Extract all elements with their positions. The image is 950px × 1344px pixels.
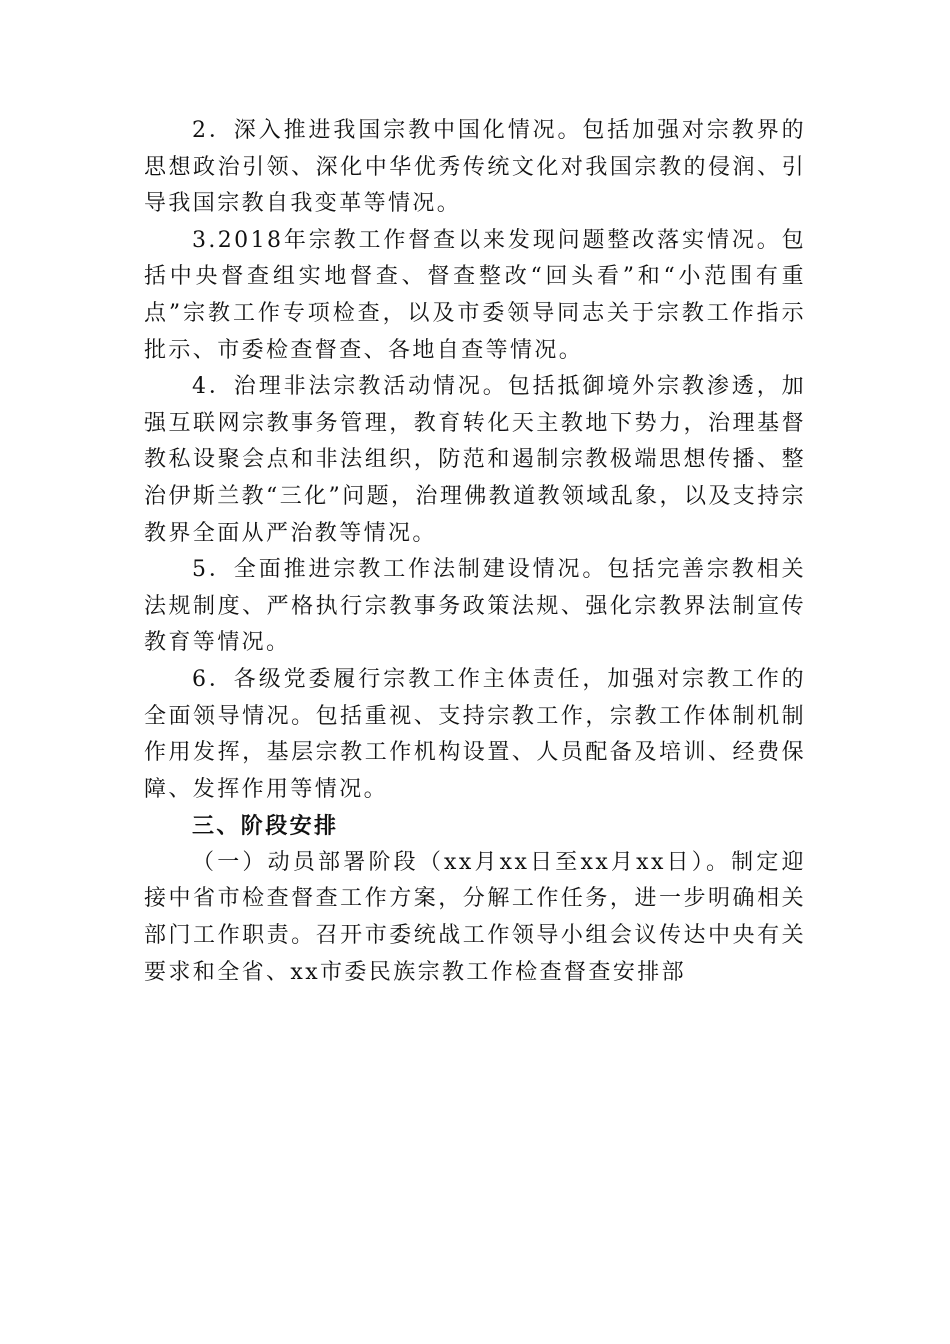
stage-paragraph: （一）动员部署阶段（xx月xx日至xx月xx日）。制定迎接中省市检查督查工作方案，分解工作任务，进一步明确相关部门工作职责。召开市委统战工作领导小组会议传达中央有关要求和全省、xx市委民族宗教工作检查督查安排部 bbox=[144, 849, 806, 985]
section-heading: 三、阶段安排 bbox=[192, 813, 339, 840]
paragraph-item-3: 3.2018年宗教工作督查以来发现问题整改落实情况。包括中央督查组实地督查、督查整改“回头看”和“小范围有重点”宗教工作专项检查，以及市委领导同志关于宗教工作指示批示、市委检查督查、各地自查等情况。 bbox=[144, 227, 806, 363]
document-body bbox=[144, 113, 806, 991]
paragraph-item-2: 2．深入推进我国宗教中国化情况。包括加强对宗教界的思想政治引领、深化中华优秀传统文化对我国宗教的侵润、引导我国宗教自我变革等情况。 bbox=[144, 118, 806, 217]
paragraph-item-4: 4．治理非法宗教活动情况。包括抵御境外宗教渗透，加强互联网宗教事务管理，教育转化天主教地下势力，治理基督教私设聚会点和非法组织，防范和遏制宗教极端思想传播、整治伊斯兰教“三化”问题，治理佛教道教领域乱象，以及支持宗教界全面从严治教等情况。 bbox=[144, 374, 806, 546]
paragraph-item-5: 5．全面推进宗教工作法制建设情况。包括完善宗教相关法规制度、严格执行宗教事务政策法规、强化宗教界法制宣传教育等情况。 bbox=[144, 557, 806, 656]
paragraph-item-6: 6．各级党委履行宗教工作主体责任，加强对宗教工作的全面领导情况。包括重视、支持宗教工作，宗教工作体制机制作用发挥，基层宗教工作机构设置、人员配备及培训、经费保障、发挥作用等情况。 bbox=[144, 666, 806, 802]
